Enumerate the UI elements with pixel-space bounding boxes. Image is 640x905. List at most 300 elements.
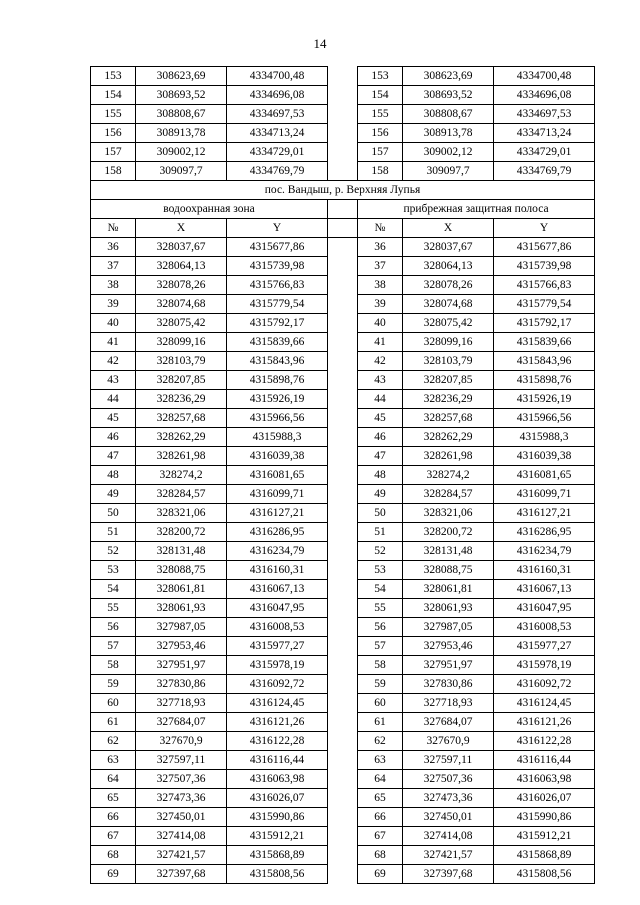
column-gap xyxy=(328,618,358,637)
table-row xyxy=(91,751,595,770)
left-x-coordinate: 328321,06 xyxy=(136,504,227,523)
right-heading: прибрежная защитная полоса xyxy=(358,200,595,219)
column-gap xyxy=(328,808,358,827)
right-point-number: 158 xyxy=(358,162,403,181)
right-y-coordinate: 4315843,96 xyxy=(494,352,595,371)
left-x-coordinate: 327421,57 xyxy=(136,846,227,865)
table-row xyxy=(91,865,595,884)
table-row xyxy=(91,390,595,409)
left-x-coordinate: 327597,11 xyxy=(136,751,227,770)
left-x-coordinate: 327830,86 xyxy=(136,675,227,694)
right-y-coordinate: 4315808,56 xyxy=(494,865,595,884)
left-x-coordinate: 327507,36 xyxy=(136,770,227,789)
right-y-coordinate: 4334769,79 xyxy=(494,162,595,181)
right-point-number: 44 xyxy=(358,390,403,409)
left-point-number: 51 xyxy=(91,523,136,542)
right-point-number: 54 xyxy=(358,580,403,599)
right-y-coordinate: 4315990,86 xyxy=(494,808,595,827)
right-y-coordinate: 4334700,48 xyxy=(494,67,595,86)
left-x-coordinate: 328078,26 xyxy=(136,276,227,295)
left-point-number: 156 xyxy=(91,124,136,143)
column-gap xyxy=(328,371,358,390)
left-point-number: 37 xyxy=(91,257,136,276)
right-point-number: 65 xyxy=(358,789,403,808)
table-row xyxy=(91,314,595,333)
right-y-coordinate: 4316121,26 xyxy=(494,713,595,732)
right-x-coordinate: 309097,7 xyxy=(403,162,494,181)
left-y-coordinate: 4316286,95 xyxy=(227,523,328,542)
right-x-coordinate: 308808,67 xyxy=(403,105,494,124)
column-gap xyxy=(328,333,358,352)
table-row xyxy=(91,466,595,485)
right-point-number: 51 xyxy=(358,523,403,542)
left-y-coordinate: 4316124,45 xyxy=(227,694,328,713)
right-point-number: 61 xyxy=(358,713,403,732)
left-point-number: 65 xyxy=(91,789,136,808)
right-x-coordinate: 327951,97 xyxy=(403,656,494,675)
right-x-coordinate: 327507,36 xyxy=(403,770,494,789)
right-y-coordinate: 4316092,72 xyxy=(494,675,595,694)
left-y-coordinate: 4316127,21 xyxy=(227,504,328,523)
left-point-number: 57 xyxy=(91,637,136,656)
left-x-coordinate: 328037,67 xyxy=(136,238,227,257)
left-point-number: 43 xyxy=(91,371,136,390)
left-y-coordinate: 4315977,27 xyxy=(227,637,328,656)
left-point-number: 69 xyxy=(91,865,136,884)
left-x-coordinate: 328088,75 xyxy=(136,561,227,580)
column-gap xyxy=(328,675,358,694)
right-point-number: 52 xyxy=(358,542,403,561)
column-gap xyxy=(328,637,358,656)
page-number: 14 xyxy=(313,36,327,51)
left-y-coordinate: 4315779,54 xyxy=(227,295,328,314)
left-y-coordinate: 4315926,19 xyxy=(227,390,328,409)
column-gap xyxy=(328,409,358,428)
column-gap xyxy=(328,295,358,314)
table-row xyxy=(91,67,595,86)
left-point-number: 153 xyxy=(91,67,136,86)
right-point-number: 157 xyxy=(358,143,403,162)
right-y-coordinate: 4315898,76 xyxy=(494,371,595,390)
right-x-coordinate: 327473,36 xyxy=(403,789,494,808)
left-point-number: 55 xyxy=(91,599,136,618)
right-x-coordinate: 308623,69 xyxy=(403,67,494,86)
left-x-coordinate: 308808,67 xyxy=(136,105,227,124)
table-row xyxy=(91,656,595,675)
left-x-coordinate: 328061,81 xyxy=(136,580,227,599)
right-point-number: 155 xyxy=(358,105,403,124)
left-y-coordinate: 4315843,96 xyxy=(227,352,328,371)
left-point-number: 58 xyxy=(91,656,136,675)
table-row xyxy=(91,409,595,428)
right-x-coordinate: 327830,86 xyxy=(403,675,494,694)
table-row xyxy=(91,295,595,314)
left-x-coordinate: 327397,68 xyxy=(136,865,227,884)
right-x-coordinate: 328200,72 xyxy=(403,523,494,542)
column-gap xyxy=(328,599,358,618)
left-header-x: X xyxy=(136,219,227,238)
left-y-coordinate: 4316026,07 xyxy=(227,789,328,808)
section-title: пос. Вандыш, р. Верхняя Лупья xyxy=(91,181,595,200)
left-x-coordinate: 328261,98 xyxy=(136,447,227,466)
right-x-coordinate: 327597,11 xyxy=(403,751,494,770)
right-y-coordinate: 4316122,28 xyxy=(494,732,595,751)
right-y-coordinate: 4315839,66 xyxy=(494,333,595,352)
column-gap xyxy=(328,523,358,542)
right-x-coordinate: 328257,68 xyxy=(403,409,494,428)
column-gap xyxy=(328,105,358,124)
left-point-number: 52 xyxy=(91,542,136,561)
left-y-coordinate: 4315808,56 xyxy=(227,865,328,884)
left-y-coordinate: 4316234,79 xyxy=(227,542,328,561)
left-point-number: 155 xyxy=(91,105,136,124)
table-row xyxy=(91,371,595,390)
right-point-number: 41 xyxy=(358,333,403,352)
column-gap xyxy=(328,200,358,219)
left-y-coordinate: 4334700,48 xyxy=(227,67,328,86)
right-x-coordinate: 328061,81 xyxy=(403,580,494,599)
left-y-coordinate: 4315912,21 xyxy=(227,827,328,846)
left-point-number: 54 xyxy=(91,580,136,599)
right-point-number: 43 xyxy=(358,371,403,390)
left-y-coordinate: 4315990,86 xyxy=(227,808,328,827)
right-y-coordinate: 4316099,71 xyxy=(494,485,595,504)
right-point-number: 36 xyxy=(358,238,403,257)
right-x-coordinate: 328131,48 xyxy=(403,542,494,561)
left-point-number: 66 xyxy=(91,808,136,827)
right-point-number: 60 xyxy=(358,694,403,713)
right-y-coordinate: 4315912,21 xyxy=(494,827,595,846)
left-point-number: 49 xyxy=(91,485,136,504)
column-gap xyxy=(328,485,358,504)
left-x-coordinate: 328074,68 xyxy=(136,295,227,314)
left-point-number: 154 xyxy=(91,86,136,105)
left-x-coordinate: 328099,16 xyxy=(136,333,227,352)
table-row xyxy=(91,637,595,656)
right-y-coordinate: 4316116,44 xyxy=(494,751,595,770)
right-y-coordinate: 4315792,17 xyxy=(494,314,595,333)
right-point-number: 48 xyxy=(358,466,403,485)
left-point-number: 47 xyxy=(91,447,136,466)
column-gap xyxy=(328,580,358,599)
left-y-coordinate: 4334697,53 xyxy=(227,105,328,124)
left-point-number: 64 xyxy=(91,770,136,789)
left-x-coordinate: 328064,13 xyxy=(136,257,227,276)
table-row xyxy=(91,580,595,599)
right-x-coordinate: 327953,46 xyxy=(403,637,494,656)
right-y-coordinate: 4316026,07 xyxy=(494,789,595,808)
table-row xyxy=(91,846,595,865)
right-x-coordinate: 328262,29 xyxy=(403,428,494,447)
column-gap xyxy=(328,257,358,276)
column-gap xyxy=(328,789,358,808)
right-point-number: 38 xyxy=(358,276,403,295)
right-y-coordinate: 4316067,13 xyxy=(494,580,595,599)
right-point-number: 57 xyxy=(358,637,403,656)
left-x-coordinate: 327473,36 xyxy=(136,789,227,808)
column-gap xyxy=(328,143,358,162)
left-point-number: 50 xyxy=(91,504,136,523)
right-y-coordinate: 4316047,95 xyxy=(494,599,595,618)
right-point-number: 40 xyxy=(358,314,403,333)
left-y-coordinate: 4316116,44 xyxy=(227,751,328,770)
left-x-coordinate: 327414,08 xyxy=(136,827,227,846)
right-x-coordinate: 328074,68 xyxy=(403,295,494,314)
right-x-coordinate: 328261,98 xyxy=(403,447,494,466)
column-gap xyxy=(328,67,358,86)
left-header-y: Y xyxy=(227,219,328,238)
right-point-number: 49 xyxy=(358,485,403,504)
left-point-number: 157 xyxy=(91,143,136,162)
right-x-coordinate: 328078,26 xyxy=(403,276,494,295)
table-row xyxy=(91,713,595,732)
left-point-number: 60 xyxy=(91,694,136,713)
left-y-coordinate: 4315988,3 xyxy=(227,428,328,447)
main-rows-section xyxy=(91,238,595,884)
left-y-coordinate: 4315739,98 xyxy=(227,257,328,276)
right-y-coordinate: 4315977,27 xyxy=(494,637,595,656)
column-gap xyxy=(328,732,358,751)
right-x-coordinate: 328075,42 xyxy=(403,314,494,333)
right-y-coordinate: 4315677,86 xyxy=(494,238,595,257)
column-gap xyxy=(328,865,358,884)
column-gap xyxy=(328,447,358,466)
column-gap xyxy=(328,542,358,561)
left-x-coordinate: 328103,79 xyxy=(136,352,227,371)
right-point-number: 42 xyxy=(358,352,403,371)
left-point-number: 62 xyxy=(91,732,136,751)
table-row xyxy=(91,238,595,257)
left-y-coordinate: 4315839,66 xyxy=(227,333,328,352)
table-row xyxy=(91,694,595,713)
column-gap xyxy=(328,694,358,713)
table-row xyxy=(91,428,595,447)
left-x-coordinate: 328075,42 xyxy=(136,314,227,333)
left-point-number: 46 xyxy=(91,428,136,447)
right-x-coordinate: 327450,01 xyxy=(403,808,494,827)
right-x-coordinate: 328061,93 xyxy=(403,599,494,618)
column-gap xyxy=(328,276,358,295)
left-y-coordinate: 4316063,98 xyxy=(227,770,328,789)
left-y-coordinate: 4334696,08 xyxy=(227,86,328,105)
right-y-coordinate: 4315978,19 xyxy=(494,656,595,675)
column-gap xyxy=(328,238,358,257)
right-y-coordinate: 4315926,19 xyxy=(494,390,595,409)
left-x-coordinate: 327953,46 xyxy=(136,637,227,656)
right-y-coordinate: 4334696,08 xyxy=(494,86,595,105)
table-row xyxy=(91,827,595,846)
column-gap xyxy=(328,561,358,580)
column-gap xyxy=(328,352,358,371)
left-x-coordinate: 328131,48 xyxy=(136,542,227,561)
right-y-coordinate: 4315988,3 xyxy=(494,428,595,447)
table-row xyxy=(91,333,595,352)
left-y-coordinate: 4316081,65 xyxy=(227,466,328,485)
left-x-coordinate: 309097,7 xyxy=(136,162,227,181)
left-x-coordinate: 327670,9 xyxy=(136,732,227,751)
right-point-number: 154 xyxy=(358,86,403,105)
left-y-coordinate: 4316047,95 xyxy=(227,599,328,618)
left-x-coordinate: 328207,85 xyxy=(136,371,227,390)
left-y-coordinate: 4316099,71 xyxy=(227,485,328,504)
left-x-coordinate: 308913,78 xyxy=(136,124,227,143)
right-point-number: 62 xyxy=(358,732,403,751)
table-row xyxy=(91,257,595,276)
table-row xyxy=(91,732,595,751)
left-x-coordinate: 328257,68 xyxy=(136,409,227,428)
right-x-coordinate: 309002,12 xyxy=(403,143,494,162)
table-row xyxy=(91,618,595,637)
right-point-number: 59 xyxy=(358,675,403,694)
column-gap xyxy=(328,770,358,789)
column-gap xyxy=(328,124,358,143)
right-y-coordinate: 4316008,53 xyxy=(494,618,595,637)
right-point-number: 69 xyxy=(358,865,403,884)
right-point-number: 66 xyxy=(358,808,403,827)
right-x-coordinate: 327414,08 xyxy=(403,827,494,846)
table-row xyxy=(91,523,595,542)
left-point-number: 39 xyxy=(91,295,136,314)
right-x-coordinate: 328207,85 xyxy=(403,371,494,390)
column-gap xyxy=(328,504,358,523)
right-y-coordinate: 4316039,38 xyxy=(494,447,595,466)
table-row xyxy=(91,447,595,466)
right-y-coordinate: 4316081,65 xyxy=(494,466,595,485)
table-row xyxy=(91,105,595,124)
left-y-coordinate: 4316067,13 xyxy=(227,580,328,599)
section-header xyxy=(91,181,595,238)
right-point-number: 53 xyxy=(358,561,403,580)
right-x-coordinate: 327670,9 xyxy=(403,732,494,751)
right-point-number: 50 xyxy=(358,504,403,523)
right-y-coordinate: 4316127,21 xyxy=(494,504,595,523)
table-row xyxy=(91,276,595,295)
right-y-coordinate: 4334729,01 xyxy=(494,143,595,162)
right-x-coordinate: 327421,57 xyxy=(403,846,494,865)
right-x-coordinate: 328064,13 xyxy=(403,257,494,276)
left-point-number: 42 xyxy=(91,352,136,371)
right-x-coordinate: 327718,93 xyxy=(403,694,494,713)
column-gap xyxy=(328,713,358,732)
right-y-coordinate: 4316286,95 xyxy=(494,523,595,542)
left-y-coordinate: 4316039,38 xyxy=(227,447,328,466)
right-point-number: 67 xyxy=(358,827,403,846)
column-gap xyxy=(328,86,358,105)
right-y-coordinate: 4315966,56 xyxy=(494,409,595,428)
right-y-coordinate: 4334697,53 xyxy=(494,105,595,124)
right-point-number: 58 xyxy=(358,656,403,675)
right-header-x: X xyxy=(403,219,494,238)
right-y-coordinate: 4315779,54 xyxy=(494,295,595,314)
left-x-coordinate: 308693,52 xyxy=(136,86,227,105)
column-gap xyxy=(328,390,358,409)
left-y-coordinate: 4316092,72 xyxy=(227,675,328,694)
left-x-coordinate: 328284,57 xyxy=(136,485,227,504)
left-y-coordinate: 4315898,76 xyxy=(227,371,328,390)
left-y-coordinate: 4315868,89 xyxy=(227,846,328,865)
column-gap xyxy=(328,656,358,675)
table-row xyxy=(91,599,595,618)
left-y-coordinate: 4334729,01 xyxy=(227,143,328,162)
right-x-coordinate: 328088,75 xyxy=(403,561,494,580)
left-y-coordinate: 4316160,31 xyxy=(227,561,328,580)
left-point-number: 63 xyxy=(91,751,136,770)
left-x-coordinate: 328061,93 xyxy=(136,599,227,618)
table-row xyxy=(91,542,595,561)
right-point-number: 46 xyxy=(358,428,403,447)
left-y-coordinate: 4315792,17 xyxy=(227,314,328,333)
table-row xyxy=(91,86,595,105)
column-gap xyxy=(328,827,358,846)
left-point-number: 36 xyxy=(91,238,136,257)
right-x-coordinate: 328236,29 xyxy=(403,390,494,409)
table-row xyxy=(91,789,595,808)
right-header-y: Y xyxy=(494,219,595,238)
table-row xyxy=(91,485,595,504)
right-point-number: 37 xyxy=(358,257,403,276)
table-row xyxy=(91,352,595,371)
left-point-number: 38 xyxy=(91,276,136,295)
left-point-number: 59 xyxy=(91,675,136,694)
left-y-coordinate: 4334713,24 xyxy=(227,124,328,143)
left-x-coordinate: 327450,01 xyxy=(136,808,227,827)
table-row xyxy=(91,675,595,694)
right-y-coordinate: 4315739,98 xyxy=(494,257,595,276)
right-x-coordinate: 327684,07 xyxy=(403,713,494,732)
column-gap xyxy=(328,466,358,485)
right-point-number: 56 xyxy=(358,618,403,637)
right-point-number: 63 xyxy=(358,751,403,770)
right-y-coordinate: 4315868,89 xyxy=(494,846,595,865)
left-point-number: 40 xyxy=(91,314,136,333)
table-row xyxy=(91,143,595,162)
column-gap xyxy=(328,162,358,181)
right-y-coordinate: 4334713,24 xyxy=(494,124,595,143)
left-point-number: 68 xyxy=(91,846,136,865)
left-x-coordinate: 308623,69 xyxy=(136,67,227,86)
left-y-coordinate: 4316122,28 xyxy=(227,732,328,751)
table-row xyxy=(91,561,595,580)
left-point-number: 48 xyxy=(91,466,136,485)
left-y-coordinate: 4315677,86 xyxy=(227,238,328,257)
right-x-coordinate: 327987,05 xyxy=(403,618,494,637)
left-x-coordinate: 328200,72 xyxy=(136,523,227,542)
right-point-number: 39 xyxy=(358,295,403,314)
right-x-coordinate: 328099,16 xyxy=(403,333,494,352)
left-x-coordinate: 327684,07 xyxy=(136,713,227,732)
left-x-coordinate: 327987,05 xyxy=(136,618,227,637)
right-point-number: 156 xyxy=(358,124,403,143)
left-point-number: 44 xyxy=(91,390,136,409)
left-heading: водоохранная зона xyxy=(91,200,328,219)
right-x-coordinate: 328274,2 xyxy=(403,466,494,485)
right-y-coordinate: 4316234,79 xyxy=(494,542,595,561)
right-point-number: 153 xyxy=(358,67,403,86)
right-point-number: 45 xyxy=(358,409,403,428)
right-x-coordinate: 328284,57 xyxy=(403,485,494,504)
right-header-num: № xyxy=(358,219,403,238)
column-gap xyxy=(328,751,358,770)
right-x-coordinate: 308913,78 xyxy=(403,124,494,143)
column-gap xyxy=(328,428,358,447)
right-point-number: 68 xyxy=(358,846,403,865)
left-y-coordinate: 4315766,83 xyxy=(227,276,328,295)
table-row xyxy=(91,504,595,523)
left-point-number: 56 xyxy=(91,618,136,637)
right-point-number: 64 xyxy=(358,770,403,789)
right-point-number: 47 xyxy=(358,447,403,466)
right-y-coordinate: 4316063,98 xyxy=(494,770,595,789)
